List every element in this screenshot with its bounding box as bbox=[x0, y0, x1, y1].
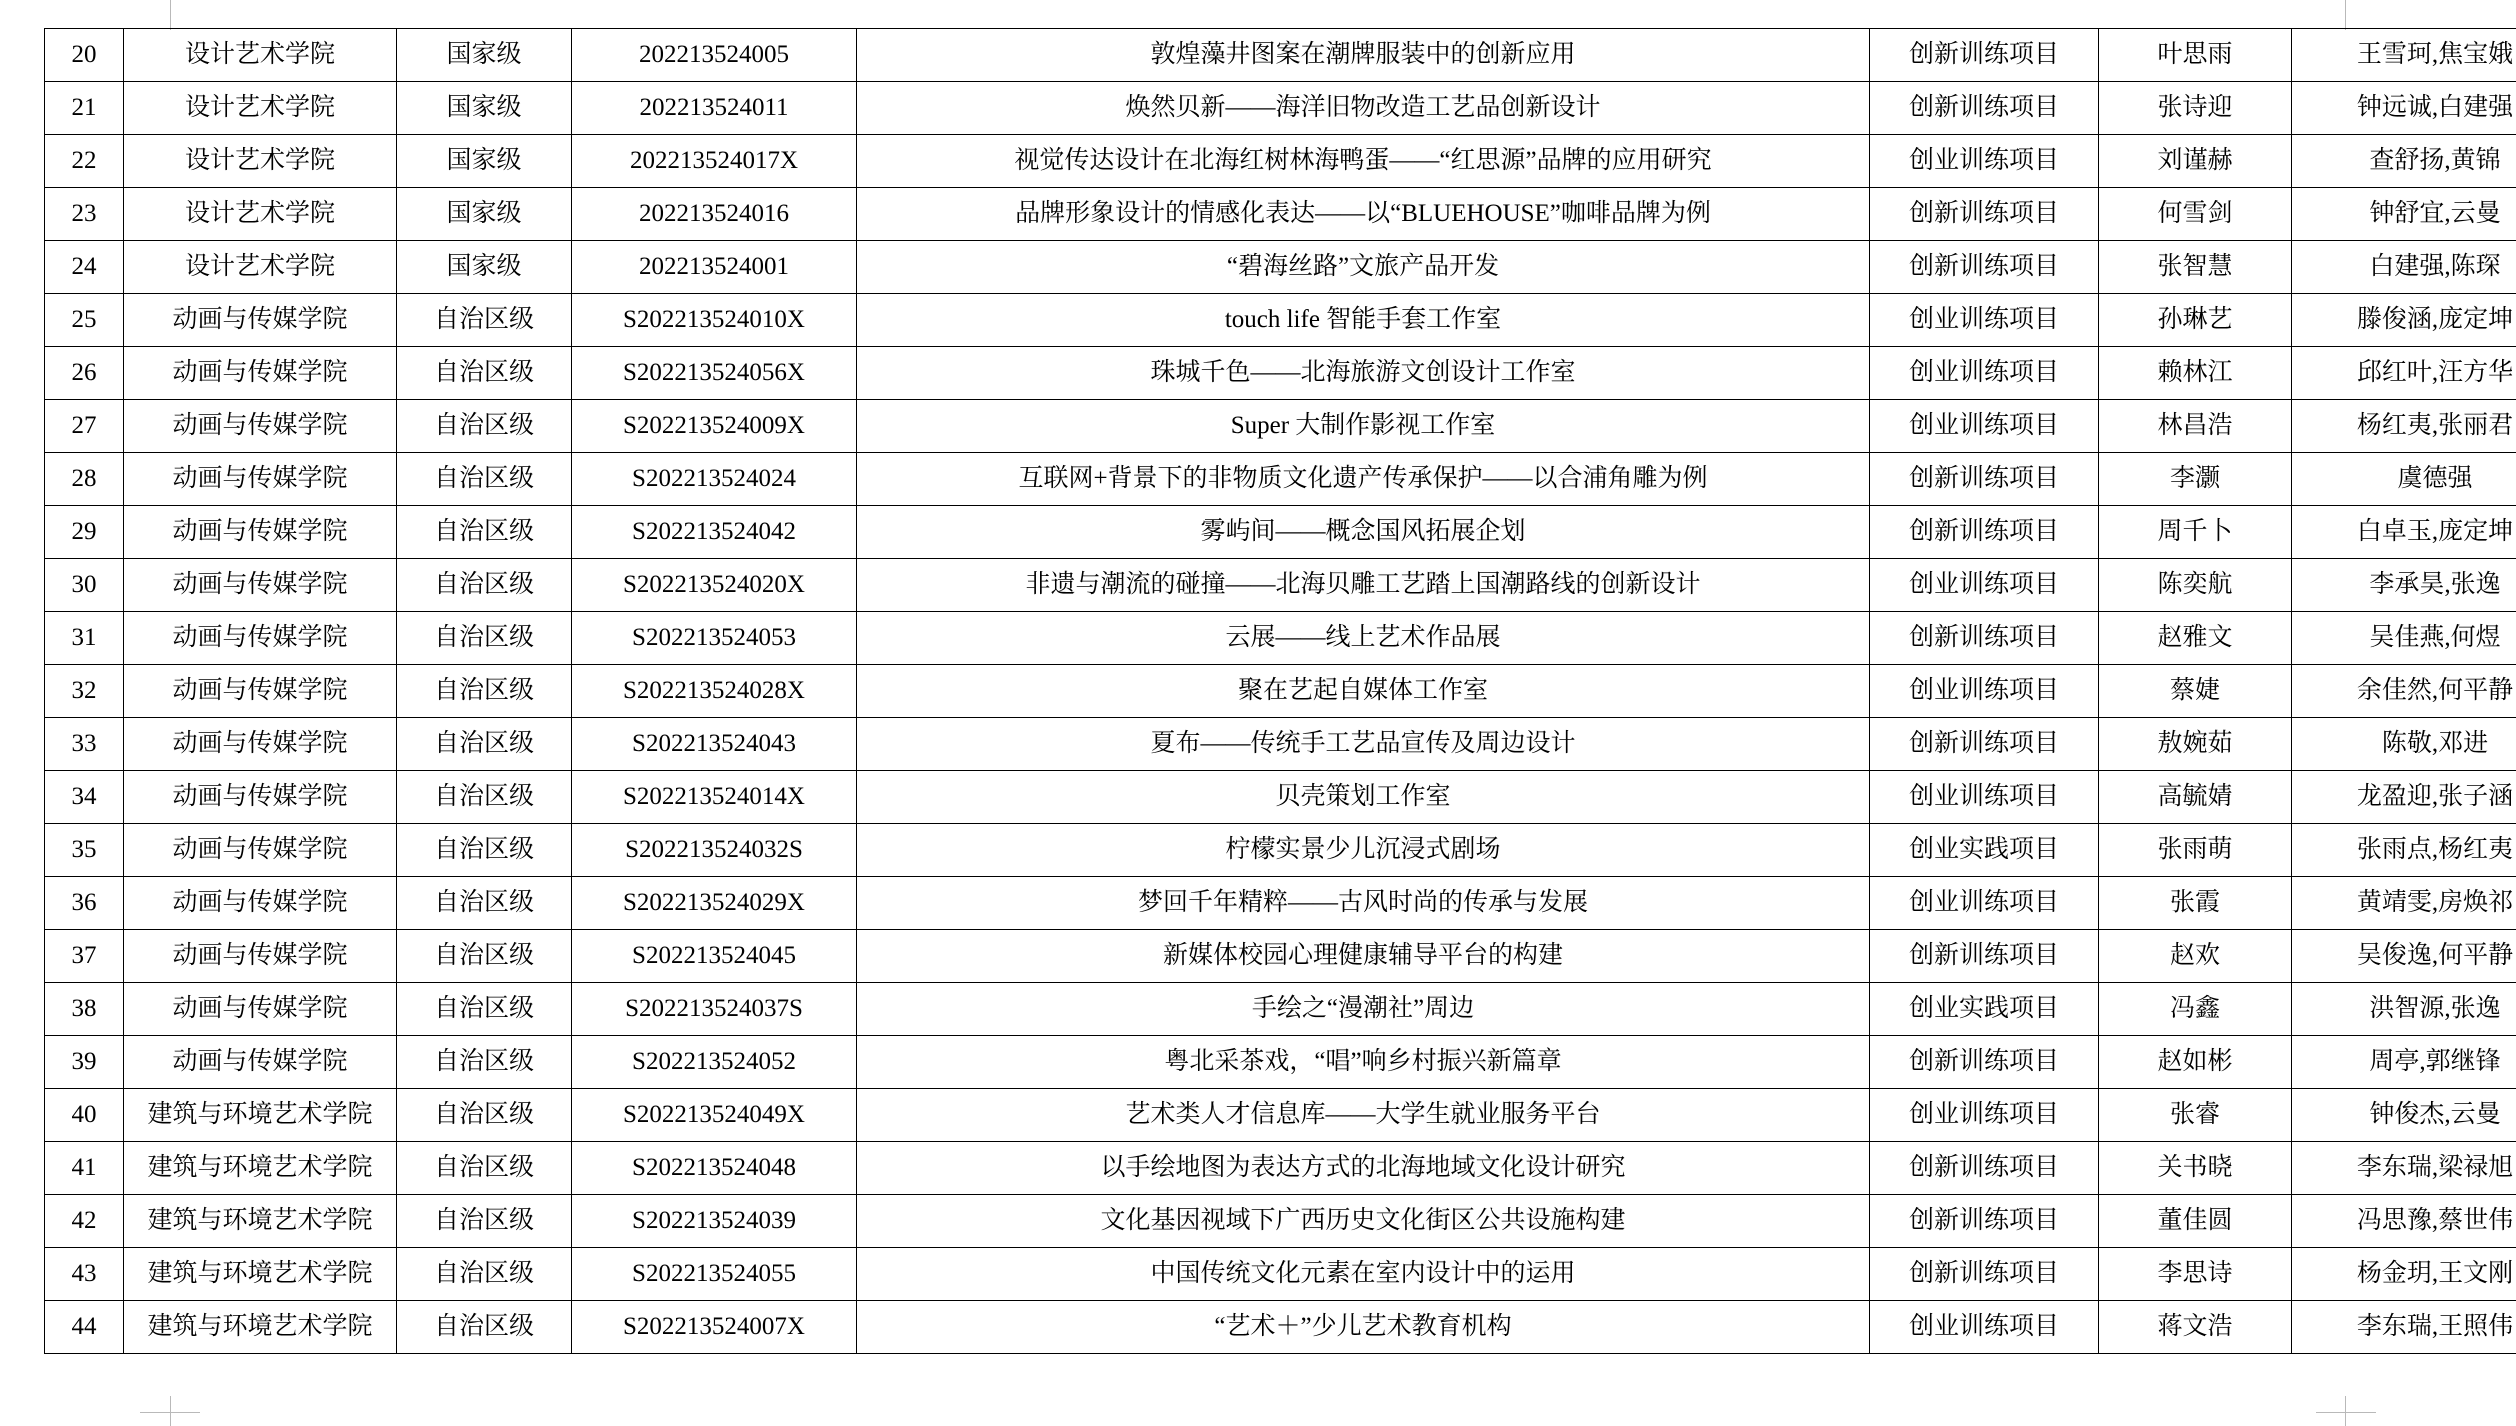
cell-level: 自治区级 bbox=[397, 824, 572, 877]
cell-code: 202213524016 bbox=[572, 188, 857, 241]
cell-level: 国家级 bbox=[397, 29, 572, 82]
cell-code: S202213524032S bbox=[572, 824, 857, 877]
cell-level: 自治区级 bbox=[397, 771, 572, 824]
cell-title: 新媒体校园心理健康辅导平台的构建 bbox=[857, 930, 1870, 983]
table-row bbox=[45, 400, 2516, 453]
cell-members: 滕俊涵,庞定坤 bbox=[2292, 294, 2516, 347]
cell-level: 自治区级 bbox=[397, 718, 572, 771]
cell-level: 国家级 bbox=[397, 241, 572, 294]
cell-title: “艺术＋”少儿艺术教育机构 bbox=[857, 1301, 1870, 1354]
cell-no: 44 bbox=[45, 1301, 124, 1354]
table-row bbox=[45, 877, 2516, 930]
cell-no: 24 bbox=[45, 241, 124, 294]
cell-type: 创业实践项目 bbox=[1870, 824, 2099, 877]
table-row bbox=[45, 82, 2516, 135]
cell-college: 动画与传媒学院 bbox=[124, 930, 397, 983]
table-row bbox=[45, 665, 2516, 718]
cell-college: 动画与传媒学院 bbox=[124, 1036, 397, 1089]
cell-college: 动画与传媒学院 bbox=[124, 824, 397, 877]
cell-level: 自治区级 bbox=[397, 1089, 572, 1142]
cell-leader: 张睿 bbox=[2099, 1089, 2292, 1142]
table-row bbox=[45, 506, 2516, 559]
table-row bbox=[45, 824, 2516, 877]
cell-college: 动画与传媒学院 bbox=[124, 294, 397, 347]
cell-college: 建筑与环境艺术学院 bbox=[124, 1142, 397, 1195]
cell-title: 柠檬实景少儿沉浸式剧场 bbox=[857, 824, 1870, 877]
cell-college: 设计艺术学院 bbox=[124, 241, 397, 294]
cell-college: 动画与传媒学院 bbox=[124, 665, 397, 718]
cell-no: 35 bbox=[45, 824, 124, 877]
cell-no: 26 bbox=[45, 347, 124, 400]
cell-title: 夏布——传统手工艺品宣传及周边设计 bbox=[857, 718, 1870, 771]
cell-no: 28 bbox=[45, 453, 124, 506]
cell-title: 文化基因视域下广西历史文化街区公共设施构建 bbox=[857, 1195, 1870, 1248]
cell-leader: 敖婉茹 bbox=[2099, 718, 2292, 771]
cell-code: S202213524042 bbox=[572, 506, 857, 559]
cell-members: 王雪珂,焦宝娥 bbox=[2292, 29, 2516, 82]
cell-code: S202213524039 bbox=[572, 1195, 857, 1248]
cell-type: 创新训练项目 bbox=[1870, 82, 2099, 135]
crop-mark-bottom-right-h bbox=[2316, 1412, 2376, 1413]
cell-members: 黄靖雯,房焕祁 bbox=[2292, 877, 2516, 930]
cell-code: S202213524007X bbox=[572, 1301, 857, 1354]
cell-leader: 周千卜 bbox=[2099, 506, 2292, 559]
cell-level: 自治区级 bbox=[397, 612, 572, 665]
table-row bbox=[45, 1142, 2516, 1195]
cell-college: 动画与传媒学院 bbox=[124, 612, 397, 665]
cell-members: 李东瑞,王照伟 bbox=[2292, 1301, 2516, 1354]
cell-title: 手绘之“漫潮社”周边 bbox=[857, 983, 1870, 1036]
cell-college: 设计艺术学院 bbox=[124, 135, 397, 188]
cell-members: 钟俊杰,云曼 bbox=[2292, 1089, 2516, 1142]
cell-code: 202213524011 bbox=[572, 82, 857, 135]
cell-level: 自治区级 bbox=[397, 930, 572, 983]
cell-level: 自治区级 bbox=[397, 294, 572, 347]
cell-members: 周亭,郭继锋 bbox=[2292, 1036, 2516, 1089]
cell-no: 39 bbox=[45, 1036, 124, 1089]
table-row bbox=[45, 559, 2516, 612]
table-row bbox=[45, 188, 2516, 241]
cell-no: 43 bbox=[45, 1248, 124, 1301]
cell-members: 虞德强 bbox=[2292, 453, 2516, 506]
cell-type: 创业训练项目 bbox=[1870, 665, 2099, 718]
table-row bbox=[45, 1301, 2516, 1354]
cell-no: 38 bbox=[45, 983, 124, 1036]
cell-code: S202213524043 bbox=[572, 718, 857, 771]
cell-members: 李承昊,张逸 bbox=[2292, 559, 2516, 612]
cell-no: 41 bbox=[45, 1142, 124, 1195]
cell-college: 建筑与环境艺术学院 bbox=[124, 1195, 397, 1248]
cell-college: 动画与传媒学院 bbox=[124, 506, 397, 559]
cell-code: S202213524052 bbox=[572, 1036, 857, 1089]
cell-members: 查舒扬,黄锦 bbox=[2292, 135, 2516, 188]
cell-no: 22 bbox=[45, 135, 124, 188]
cell-leader: 刘谨赫 bbox=[2099, 135, 2292, 188]
crop-mark-bottom-left bbox=[170, 1396, 171, 1426]
cell-leader: 赵雅文 bbox=[2099, 612, 2292, 665]
cell-no: 21 bbox=[45, 82, 124, 135]
cell-college: 动画与传媒学院 bbox=[124, 718, 397, 771]
cell-title: 云展——线上艺术作品展 bbox=[857, 612, 1870, 665]
cell-title: 视觉传达设计在北海红树林海鸭蛋——“红思源”品牌的应用研究 bbox=[857, 135, 1870, 188]
cell-members: 吴俊逸,何平静 bbox=[2292, 930, 2516, 983]
cell-leader: 张智慧 bbox=[2099, 241, 2292, 294]
cell-members: 洪智源,张逸 bbox=[2292, 983, 2516, 1036]
table-row bbox=[45, 930, 2516, 983]
cell-type: 创业训练项目 bbox=[1870, 294, 2099, 347]
cell-code: S202213524010X bbox=[572, 294, 857, 347]
cell-type: 创业训练项目 bbox=[1870, 347, 2099, 400]
table-row bbox=[45, 241, 2516, 294]
cell-level: 自治区级 bbox=[397, 877, 572, 930]
cell-members: 杨红夷,张丽君 bbox=[2292, 400, 2516, 453]
cell-code: S202213524049X bbox=[572, 1089, 857, 1142]
cell-type: 创业训练项目 bbox=[1870, 1089, 2099, 1142]
table-row bbox=[45, 1195, 2516, 1248]
cell-type: 创新训练项目 bbox=[1870, 29, 2099, 82]
cell-code: S202213524009X bbox=[572, 400, 857, 453]
cell-members: 余佳然,何平静 bbox=[2292, 665, 2516, 718]
cell-type: 创新训练项目 bbox=[1870, 612, 2099, 665]
projects-table bbox=[44, 28, 2516, 1354]
cell-code: S202213524020X bbox=[572, 559, 857, 612]
cell-level: 自治区级 bbox=[397, 400, 572, 453]
cell-leader: 董佳圆 bbox=[2099, 1195, 2292, 1248]
table-row bbox=[45, 612, 2516, 665]
cell-level: 自治区级 bbox=[397, 559, 572, 612]
cell-leader: 叶思雨 bbox=[2099, 29, 2292, 82]
cell-members: 张雨点,杨红夷 bbox=[2292, 824, 2516, 877]
cell-type: 创业训练项目 bbox=[1870, 135, 2099, 188]
cell-college: 动画与传媒学院 bbox=[124, 347, 397, 400]
cell-leader: 张霞 bbox=[2099, 877, 2292, 930]
cell-level: 自治区级 bbox=[397, 1142, 572, 1195]
cell-leader: 孙琳艺 bbox=[2099, 294, 2292, 347]
cell-leader: 张雨萌 bbox=[2099, 824, 2292, 877]
cell-code: S202213524029X bbox=[572, 877, 857, 930]
cell-type: 创新训练项目 bbox=[1870, 241, 2099, 294]
cell-title: 珠城千色——北海旅游文创设计工作室 bbox=[857, 347, 1870, 400]
cell-leader: 陈奕航 bbox=[2099, 559, 2292, 612]
cell-type: 创新训练项目 bbox=[1870, 1036, 2099, 1089]
crop-mark-bottom-right bbox=[2345, 1396, 2346, 1426]
cell-code: S202213524045 bbox=[572, 930, 857, 983]
cell-college: 动画与传媒学院 bbox=[124, 877, 397, 930]
table-row bbox=[45, 135, 2516, 188]
cell-title: 聚在艺起自媒体工作室 bbox=[857, 665, 1870, 718]
cell-leader: 张诗迎 bbox=[2099, 82, 2292, 135]
cell-type: 创新训练项目 bbox=[1870, 453, 2099, 506]
cell-level: 自治区级 bbox=[397, 665, 572, 718]
cell-no: 33 bbox=[45, 718, 124, 771]
crop-mark-top-right bbox=[2345, 0, 2346, 30]
table-row bbox=[45, 453, 2516, 506]
cell-members: 白卓玉,庞定坤 bbox=[2292, 506, 2516, 559]
crop-mark-bottom-left-h bbox=[140, 1412, 200, 1413]
cell-college: 动画与传媒学院 bbox=[124, 400, 397, 453]
cell-type: 创业训练项目 bbox=[1870, 1301, 2099, 1354]
table-row bbox=[45, 29, 2516, 82]
cell-level: 自治区级 bbox=[397, 1248, 572, 1301]
cell-members: 陈敬,邓进 bbox=[2292, 718, 2516, 771]
cell-level: 自治区级 bbox=[397, 1195, 572, 1248]
cell-leader: 赵如彬 bbox=[2099, 1036, 2292, 1089]
cell-level: 国家级 bbox=[397, 82, 572, 135]
cell-code: S202213524037S bbox=[572, 983, 857, 1036]
cell-college: 动画与传媒学院 bbox=[124, 559, 397, 612]
cell-code: S202213524024 bbox=[572, 453, 857, 506]
cell-type: 创业训练项目 bbox=[1870, 877, 2099, 930]
cell-leader: 何雪剑 bbox=[2099, 188, 2292, 241]
cell-title: 非遗与潮流的碰撞——北海贝雕工艺踏上国潮路线的创新设计 bbox=[857, 559, 1870, 612]
cell-title: 敦煌藻井图案在潮牌服装中的创新应用 bbox=[857, 29, 1870, 82]
cell-leader: 赵欢 bbox=[2099, 930, 2292, 983]
cell-title: 以手绘地图为表达方式的北海地域文化设计研究 bbox=[857, 1142, 1870, 1195]
cell-no: 40 bbox=[45, 1089, 124, 1142]
cell-leader: 赖林江 bbox=[2099, 347, 2292, 400]
cell-members: 杨金玥,王文刚 bbox=[2292, 1248, 2516, 1301]
cell-title: 中国传统文化元素在室内设计中的运用 bbox=[857, 1248, 1870, 1301]
cell-college: 建筑与环境艺术学院 bbox=[124, 1301, 397, 1354]
cell-type: 创业训练项目 bbox=[1870, 400, 2099, 453]
cell-title: 雾屿间——概念国风拓展企划 bbox=[857, 506, 1870, 559]
cell-leader: 李思诗 bbox=[2099, 1248, 2292, 1301]
cell-college: 动画与传媒学院 bbox=[124, 771, 397, 824]
cell-level: 国家级 bbox=[397, 188, 572, 241]
cell-level: 国家级 bbox=[397, 135, 572, 188]
cell-type: 创新训练项目 bbox=[1870, 1195, 2099, 1248]
crop-mark-top-left bbox=[170, 0, 171, 30]
cell-type: 创新训练项目 bbox=[1870, 718, 2099, 771]
cell-leader: 蔡婕 bbox=[2099, 665, 2292, 718]
table-row bbox=[45, 718, 2516, 771]
cell-code: 202213524005 bbox=[572, 29, 857, 82]
cell-college: 建筑与环境艺术学院 bbox=[124, 1089, 397, 1142]
cell-code: S202213524053 bbox=[572, 612, 857, 665]
document-sheet bbox=[44, 28, 2514, 1354]
cell-type: 创新训练项目 bbox=[1870, 506, 2099, 559]
cell-title: “碧海丝路”文旅产品开发 bbox=[857, 241, 1870, 294]
cell-no: 42 bbox=[45, 1195, 124, 1248]
cell-leader: 高毓婧 bbox=[2099, 771, 2292, 824]
table-row bbox=[45, 347, 2516, 400]
cell-no: 30 bbox=[45, 559, 124, 612]
cell-type: 创业训练项目 bbox=[1870, 771, 2099, 824]
cell-members: 钟舒宜,云曼 bbox=[2292, 188, 2516, 241]
cell-type: 创业训练项目 bbox=[1870, 559, 2099, 612]
cell-level: 自治区级 bbox=[397, 1301, 572, 1354]
cell-college: 设计艺术学院 bbox=[124, 29, 397, 82]
cell-no: 20 bbox=[45, 29, 124, 82]
cell-leader: 蒋文浩 bbox=[2099, 1301, 2292, 1354]
cell-college: 动画与传媒学院 bbox=[124, 453, 397, 506]
cell-type: 创新训练项目 bbox=[1870, 188, 2099, 241]
table-row bbox=[45, 983, 2516, 1036]
cell-members: 白建强,陈琛 bbox=[2292, 241, 2516, 294]
cell-level: 自治区级 bbox=[397, 1036, 572, 1089]
cell-type: 创新训练项目 bbox=[1870, 1142, 2099, 1195]
table-row bbox=[45, 1036, 2516, 1089]
cell-members: 邱红叶,汪方华 bbox=[2292, 347, 2516, 400]
cell-members: 龙盈迎,张子涵 bbox=[2292, 771, 2516, 824]
cell-no: 25 bbox=[45, 294, 124, 347]
cell-level: 自治区级 bbox=[397, 506, 572, 559]
cell-code: S202213524028X bbox=[572, 665, 857, 718]
table-row bbox=[45, 1089, 2516, 1142]
cell-title: 互联网+背景下的非物质文化遗产传承保护——以合浦角雕为例 bbox=[857, 453, 1870, 506]
cell-title: 梦回千年精粹——古风时尚的传承与发展 bbox=[857, 877, 1870, 930]
cell-type: 创新训练项目 bbox=[1870, 930, 2099, 983]
cell-college: 设计艺术学院 bbox=[124, 82, 397, 135]
table-row bbox=[45, 294, 2516, 347]
cell-college: 动画与传媒学院 bbox=[124, 983, 397, 1036]
cell-leader: 冯鑫 bbox=[2099, 983, 2292, 1036]
cell-no: 32 bbox=[45, 665, 124, 718]
cell-title: 粤北采茶戏，“唱”响乡村振兴新篇章 bbox=[857, 1036, 1870, 1089]
cell-college: 设计艺术学院 bbox=[124, 188, 397, 241]
cell-title: 贝壳策划工作室 bbox=[857, 771, 1870, 824]
cell-leader: 李灏 bbox=[2099, 453, 2292, 506]
cell-leader: 林昌浩 bbox=[2099, 400, 2292, 453]
cell-level: 自治区级 bbox=[397, 983, 572, 1036]
cell-no: 36 bbox=[45, 877, 124, 930]
cell-code: S202213524014X bbox=[572, 771, 857, 824]
cell-title: touch life 智能手套工作室 bbox=[857, 294, 1870, 347]
cell-no: 37 bbox=[45, 930, 124, 983]
cell-leader: 关书晓 bbox=[2099, 1142, 2292, 1195]
cell-code: S202213524056X bbox=[572, 347, 857, 400]
cell-members: 吴佳燕,何煜 bbox=[2292, 612, 2516, 665]
cell-code: S202213524048 bbox=[572, 1142, 857, 1195]
cell-college: 建筑与环境艺术学院 bbox=[124, 1248, 397, 1301]
cell-no: 23 bbox=[45, 188, 124, 241]
cell-code: 202213524001 bbox=[572, 241, 857, 294]
cell-members: 李东瑞,梁禄旭 bbox=[2292, 1142, 2516, 1195]
cell-code: 202213524017X bbox=[572, 135, 857, 188]
cell-type: 创新训练项目 bbox=[1870, 1248, 2099, 1301]
cell-title: Super 大制作影视工作室 bbox=[857, 400, 1870, 453]
cell-members: 冯思豫,蔡世伟 bbox=[2292, 1195, 2516, 1248]
cell-no: 27 bbox=[45, 400, 124, 453]
cell-level: 自治区级 bbox=[397, 453, 572, 506]
table-row bbox=[45, 771, 2516, 824]
cell-code: S202213524055 bbox=[572, 1248, 857, 1301]
cell-type: 创业实践项目 bbox=[1870, 983, 2099, 1036]
table-row bbox=[45, 1248, 2516, 1301]
cell-no: 31 bbox=[45, 612, 124, 665]
cell-members: 钟远诚,白建强 bbox=[2292, 82, 2516, 135]
cell-title: 焕然贝新——海洋旧物改造工艺品创新设计 bbox=[857, 82, 1870, 135]
cell-title: 品牌形象设计的情感化表达——以“BLUEHOUSE”咖啡品牌为例 bbox=[857, 188, 1870, 241]
cell-no: 34 bbox=[45, 771, 124, 824]
cell-level: 自治区级 bbox=[397, 347, 572, 400]
cell-no: 29 bbox=[45, 506, 124, 559]
cell-title: 艺术类人才信息库——大学生就业服务平台 bbox=[857, 1089, 1870, 1142]
projects-table-body bbox=[45, 29, 2516, 1354]
